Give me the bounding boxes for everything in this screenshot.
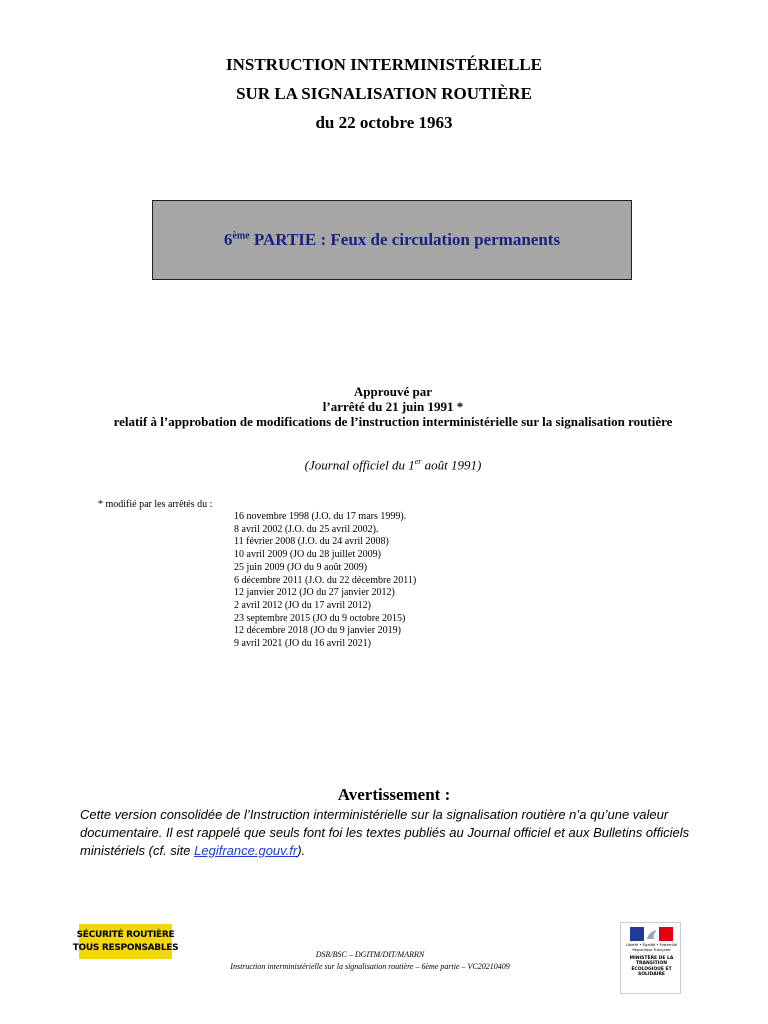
part-title — [224, 230, 560, 250]
approval-line-2: l’arrêté du 21 juin 1991 * — [322, 399, 464, 414]
ministry-name: MINISTÈRE DE LA TRANSITION ÉCOLOGIQUE ET SOLIDAIRE — [629, 956, 674, 978]
journal-sup: er — [414, 457, 422, 466]
journal-reference — [80, 457, 706, 473]
securite-routiere-line-2: TOUS RESPONSABLES — [72, 942, 179, 953]
approval-line-3: relatif à l’approbation de modifications de l’instruction interministérielle sur la signalisation routière — [113, 414, 673, 429]
approval-block — [80, 384, 706, 429]
modifications-intro: * modifié par les arrêtés du : — [98, 499, 213, 510]
warning-text-body: Cette version consolidée de l’Instruction interministérielle sur la signalisation routière n’a qu’une valeur documentaire. Il est rappelé que seuls font foi les textes publiés au Journal officiel et aux Bulletins officiels ministériels (cf. site — [80, 807, 690, 858]
document-title — [0, 50, 768, 137]
marianne-flag-icon — [630, 927, 673, 941]
warning-heading: Avertissement : — [337, 785, 451, 804]
modifications-list — [234, 511, 416, 651]
ministry-logo — [620, 922, 681, 994]
modification-item: 12 décembre 2018 (JO du 9 janvier 2019) — [234, 625, 401, 637]
modification-item: 25 juin 2009 (JO du 9 août 2009) — [234, 561, 368, 573]
modification-item: 11 février 2008 (J.O. du 24 avril 2008) — [234, 536, 389, 548]
warning-text — [80, 806, 720, 860]
ministry-republic: République Française — [632, 948, 671, 952]
title-line-1: INSTRUCTION INTERMINISTÉRIELLE — [225, 55, 542, 74]
approval-line-1: Approuvé par — [353, 384, 433, 399]
modification-item: 6 décembre 2011 (J.O. du 22 décembre 2011) — [234, 574, 417, 586]
modification-item: 9 avril 2021 (JO du 16 avril 2021) — [234, 638, 371, 650]
ministry-motto: Liberté • Égalité • Fraternité — [625, 943, 678, 947]
warning-text-end: ). — [297, 843, 306, 858]
footer-line-2: Instruction interministérielle sur la signalisation routière – 6ème partie – VC20210409 — [230, 962, 510, 971]
title-line-3: du 22 octobre 1963 — [315, 113, 453, 132]
journal-suffix: août 1991) — [421, 457, 482, 473]
legifrance-link[interactable]: Legifrance.gouv.fr — [194, 843, 298, 858]
part-ordinal: ème — [232, 230, 250, 242]
modification-item: 23 septembre 2015 (JO du 9 octobre 2015) — [234, 612, 406, 624]
modification-item: 10 avril 2009 (JO du 28 juillet 2009) — [234, 549, 381, 561]
journal-prefix: (Journal officiel du 1 — [304, 457, 415, 473]
securite-routiere-line-1: SÉCURITÉ ROUTIÈRE — [76, 929, 175, 940]
part-heading-box — [152, 200, 632, 280]
footer-line-1: DSR/BSC – DGITM/DIT/MARRN — [315, 950, 425, 959]
page-footer — [150, 949, 590, 973]
part-label: PARTIE : Feux de circulation permanents — [249, 230, 561, 249]
part-number: 6 — [223, 230, 233, 249]
title-line-2: SUR LA SIGNALISATION ROUTIÈRE — [236, 84, 532, 103]
modification-item: 12 janvier 2012 (JO du 27 janvier 2012) — [234, 587, 395, 599]
modification-item: 8 avril 2002 (J.O. du 25 avril 2002). — [234, 523, 379, 535]
modification-item: 2 avril 2012 (JO du 17 avril 2012) — [234, 599, 371, 611]
modification-item: 16 novembre 1998 (J.O. du 17 mars 1999). — [234, 511, 407, 522]
